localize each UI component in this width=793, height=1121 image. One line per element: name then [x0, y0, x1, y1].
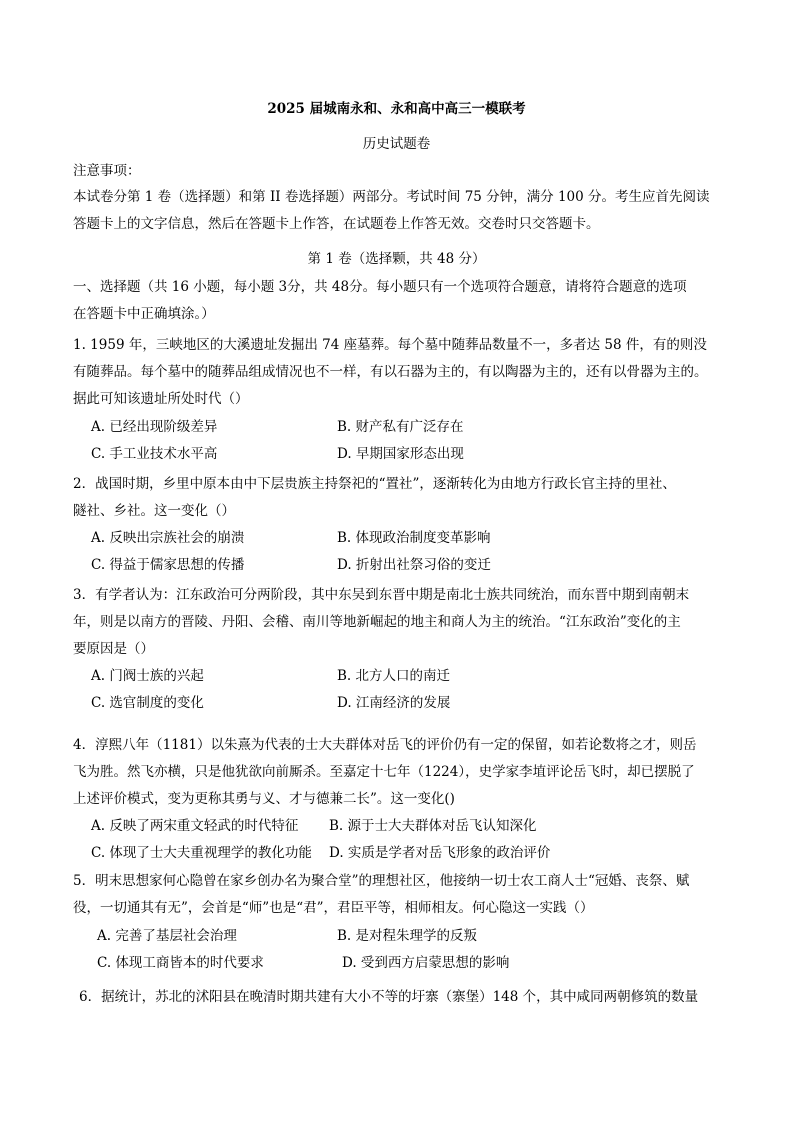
question-4-stem: 4．淳熙八年（1181）以朱熹为代表的士大夫群体对岳飞的评价仍有一定的保留，如若论数将之才，则岳 — [73, 737, 697, 753]
question-3-option-c: C. 选官制度的变化 — [91, 695, 204, 711]
section-instructions: 一、选择题（共 16 小题，每小题 3分，共 48分。每小题只有一个选项符合题意，请将符合题意的选项 — [73, 279, 687, 295]
question-4-option-b: B. 源于士大夫群体对岳飞认知深化 — [329, 818, 537, 834]
question-1-option-c: C. 手工业技术水平高 — [91, 446, 218, 462]
notice-heading: 注意事项： — [73, 163, 141, 179]
question-1-option-a: A. 已经出现阶级差异 — [91, 419, 218, 435]
question-3-option-b: B. 北方人口的南迁 — [337, 668, 451, 684]
question-5-option-a: A. 完善了基层社会治理 — [97, 928, 237, 944]
notice-line: 本试卷分第 1 卷（选择题）和第 II 卷选择题）两部分。考试时间 75 分钟，满分 100 分。考生应首先阅读 — [73, 189, 710, 205]
question-2-option-d: D. 折射出社祭习俗的变迁 — [337, 557, 491, 573]
question-5-stem: 役，一切通其有无”，会首是“师”也是“君”，君臣平等，相师相友。何心隐这一实践（） — [73, 900, 594, 916]
question-1-stem: 1. 1959 年，三峡地区的大溪遗址发掘出 74 座墓葬。每个墓中随葬品数量不一，多者达 58 件，有的则没 — [73, 337, 707, 353]
question-5-stem: 5．明末思想家何心隐曾在家乡创办名为聚合堂”的理想社区，他接纳一切士农工商人士“冠婚、丧祭、赋 — [73, 873, 690, 889]
question-3-stem: 3．有学者认为：江东政治可分两阶段，其中东吴到东晋中期是南北士族共同统治，而东晋中期到南朝末 — [73, 587, 690, 603]
question-3-option-a: A. 门阀士族的兴起 — [91, 668, 204, 684]
exam-title: 2025 届城南永和、永和高中高三一模联考 — [267, 101, 526, 117]
exam-subtitle: 历史试题卷 — [362, 136, 431, 152]
question-1-option-b: B. 财产私有广泛存在 — [337, 419, 464, 435]
question-2-stem: 隧社、乡社。这一变化（） — [73, 503, 235, 519]
question-6-stem: 6．据统计，苏北的沭阳县在晚清时期共建有大小不等的圩寨（寨堡）148 个，其中咸同两朝修筑的数量 — [79, 989, 699, 1005]
question-1-option-d: D. 早期国家形态出现 — [337, 446, 464, 462]
question-3-option-d: D. 江南经济的发展 — [337, 695, 451, 711]
question-2-option-a: A. 反映出宗族社会的崩溃 — [91, 530, 245, 546]
section-heading: 第 1 卷（选择颗，共 48 分） — [307, 251, 486, 267]
question-1-stem: 据此可知该遗址所处时代（） — [73, 391, 249, 407]
question-3-stem: 年，则是以南方的晋陵、丹阳、会稽、南川等地新崛起的地主和商人为主的统治。“江东政治”变化的主 — [73, 614, 681, 630]
question-4-option-c: C. 体现了士大夫重视理学的教化功能 — [91, 845, 312, 861]
question-4-stem: 上述评价模式，变为更称其勇与义、才与德兼二长”。这一变化() — [73, 791, 455, 807]
question-2-option-c: C. 得益于儒家思想的传播 — [91, 557, 245, 573]
question-4-stem: 飞为胜。然飞亦横，只是他犹欲向前厮杀。至嘉定十七年（1224），史学家李埴评论岳飞时，却已摆脱了 — [73, 764, 695, 780]
question-4-option-a: A. 反映了两宋重文轻武的时代特征 — [91, 818, 299, 834]
question-3-stem: 要原因是（） — [73, 641, 154, 657]
question-2-option-b: B. 体现政治制度变革影响 — [337, 530, 491, 546]
question-4-option-d: D. 实质是学者对岳飞形象的政治评价 — [329, 845, 551, 861]
question-5-option-b: B. 是对程朱理学的反叛 — [337, 928, 478, 944]
question-1-stem: 有随葬品。每个墓中的随葬品组成情况也不一样，有以石器为主的，有以陶器为主的，还有以骨器为主的。 — [73, 364, 708, 380]
notice-line: 答题卡上的文字信息，然后在答题卡上作答，在试题卷上作答无效。交卷时只交答题卡。 — [73, 216, 600, 232]
question-5-option-c: C. 体现工商皆本的时代要求 — [97, 955, 264, 971]
section-instructions: 在答题卡中正确填涂。） — [73, 306, 215, 322]
question-2-stem: 2．战国时期，乡里中原本由中下层贵族主持祭祀的“置社”，逐渐转化为由地方行政长官主持的里社、 — [73, 476, 676, 492]
question-5-option-d: D. 受到西方启蒙思想的影响 — [342, 955, 510, 971]
